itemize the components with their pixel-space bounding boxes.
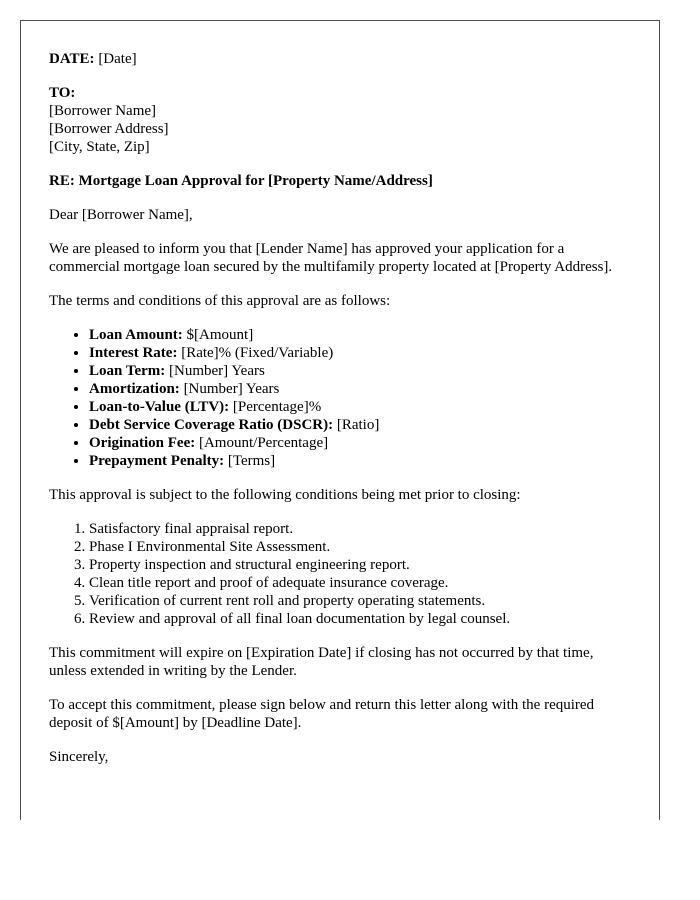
intro-paragraph: We are pleased to inform you that [Lender Name] has approved your application for a commercial mortgage loan secured by the multifamily property located at [Property Address]. bbox=[49, 241, 613, 275]
term-value: [Rate]% (Fixed/Variable) bbox=[181, 345, 334, 361]
term-label: Loan Term: bbox=[89, 363, 166, 379]
condition-item: 2. Phase I Environmental Site Assessment. bbox=[89, 538, 631, 556]
condition-item: 3. Property inspection and structural engineering report. bbox=[89, 556, 631, 574]
terms-list bbox=[49, 326, 631, 470]
term-label: Loan-to-Value (LTV): bbox=[89, 399, 230, 415]
term-value: [Amount/Percentage] bbox=[198, 435, 329, 451]
letter-page bbox=[20, 20, 660, 820]
subject-text: RE: Mortgage Loan Approval for [Property Name/Address] bbox=[49, 173, 433, 189]
term-item-origination-fee bbox=[89, 434, 631, 452]
term-value: [Number] Years bbox=[169, 363, 265, 379]
term-item-loan-term bbox=[89, 362, 631, 380]
condition-item: 1. Satisfactory final appraisal report. bbox=[89, 520, 631, 538]
date-label: DATE: bbox=[49, 51, 95, 67]
closing-line: Sincerely, bbox=[49, 749, 109, 765]
term-item-ltv bbox=[89, 398, 631, 416]
term-value: [Ratio] bbox=[336, 417, 380, 433]
expiry-paragraph: This commitment will expire on [Expiration Date] if closing has not occurred by that time, unless extended in writing by the Lender. bbox=[49, 645, 594, 679]
condition-item: 6. Review and approval of all final loan documentation by legal counsel. bbox=[89, 610, 631, 628]
acceptance-paragraph: To accept this commitment, please sign below and return this letter along with the required deposit of $[Amount] by [Deadline Date]. bbox=[49, 697, 595, 731]
term-item-interest-rate bbox=[89, 344, 631, 362]
condition-item: 4. Clean title report and proof of adequate insurance coverage. bbox=[89, 574, 631, 592]
borrower-name: [Borrower Name] bbox=[49, 103, 157, 119]
borrower-address: [Borrower Address] bbox=[49, 121, 169, 137]
term-item-dscr bbox=[89, 416, 631, 434]
borrower-city-state-zip: [City, State, Zip] bbox=[49, 139, 150, 155]
subject-line bbox=[49, 172, 631, 190]
to-label: TO: bbox=[49, 85, 76, 101]
term-item-amortization bbox=[89, 380, 631, 398]
term-label: Interest Rate: bbox=[89, 345, 178, 361]
terms-intro: The terms and conditions of this approval are as follows: bbox=[49, 293, 391, 309]
term-value: $[Amount] bbox=[186, 327, 254, 343]
term-item-prepayment-penalty bbox=[89, 452, 631, 470]
term-label: Amortization: bbox=[89, 381, 180, 397]
date-line bbox=[49, 50, 631, 68]
condition-item: 5. Verification of current rent roll and property operating statements. bbox=[89, 592, 631, 610]
term-label: Origination Fee: bbox=[89, 435, 196, 451]
salutation: Dear [Borrower Name], bbox=[49, 207, 193, 223]
term-label: Loan Amount: bbox=[89, 327, 183, 343]
recipient-block bbox=[49, 84, 631, 156]
conditions-intro: This approval is subject to the following conditions being met prior to closing: bbox=[49, 487, 521, 503]
term-item-loan-amount bbox=[89, 326, 631, 344]
term-value: [Percentage]% bbox=[232, 399, 322, 415]
term-value: [Number] Years bbox=[183, 381, 280, 397]
term-label: Prepayment Penalty: bbox=[89, 453, 225, 469]
date-value: [Date] bbox=[98, 51, 137, 67]
term-label: Debt Service Coverage Ratio (DSCR): bbox=[89, 417, 334, 433]
conditions-list bbox=[49, 520, 631, 628]
term-value: [Terms] bbox=[227, 453, 276, 469]
